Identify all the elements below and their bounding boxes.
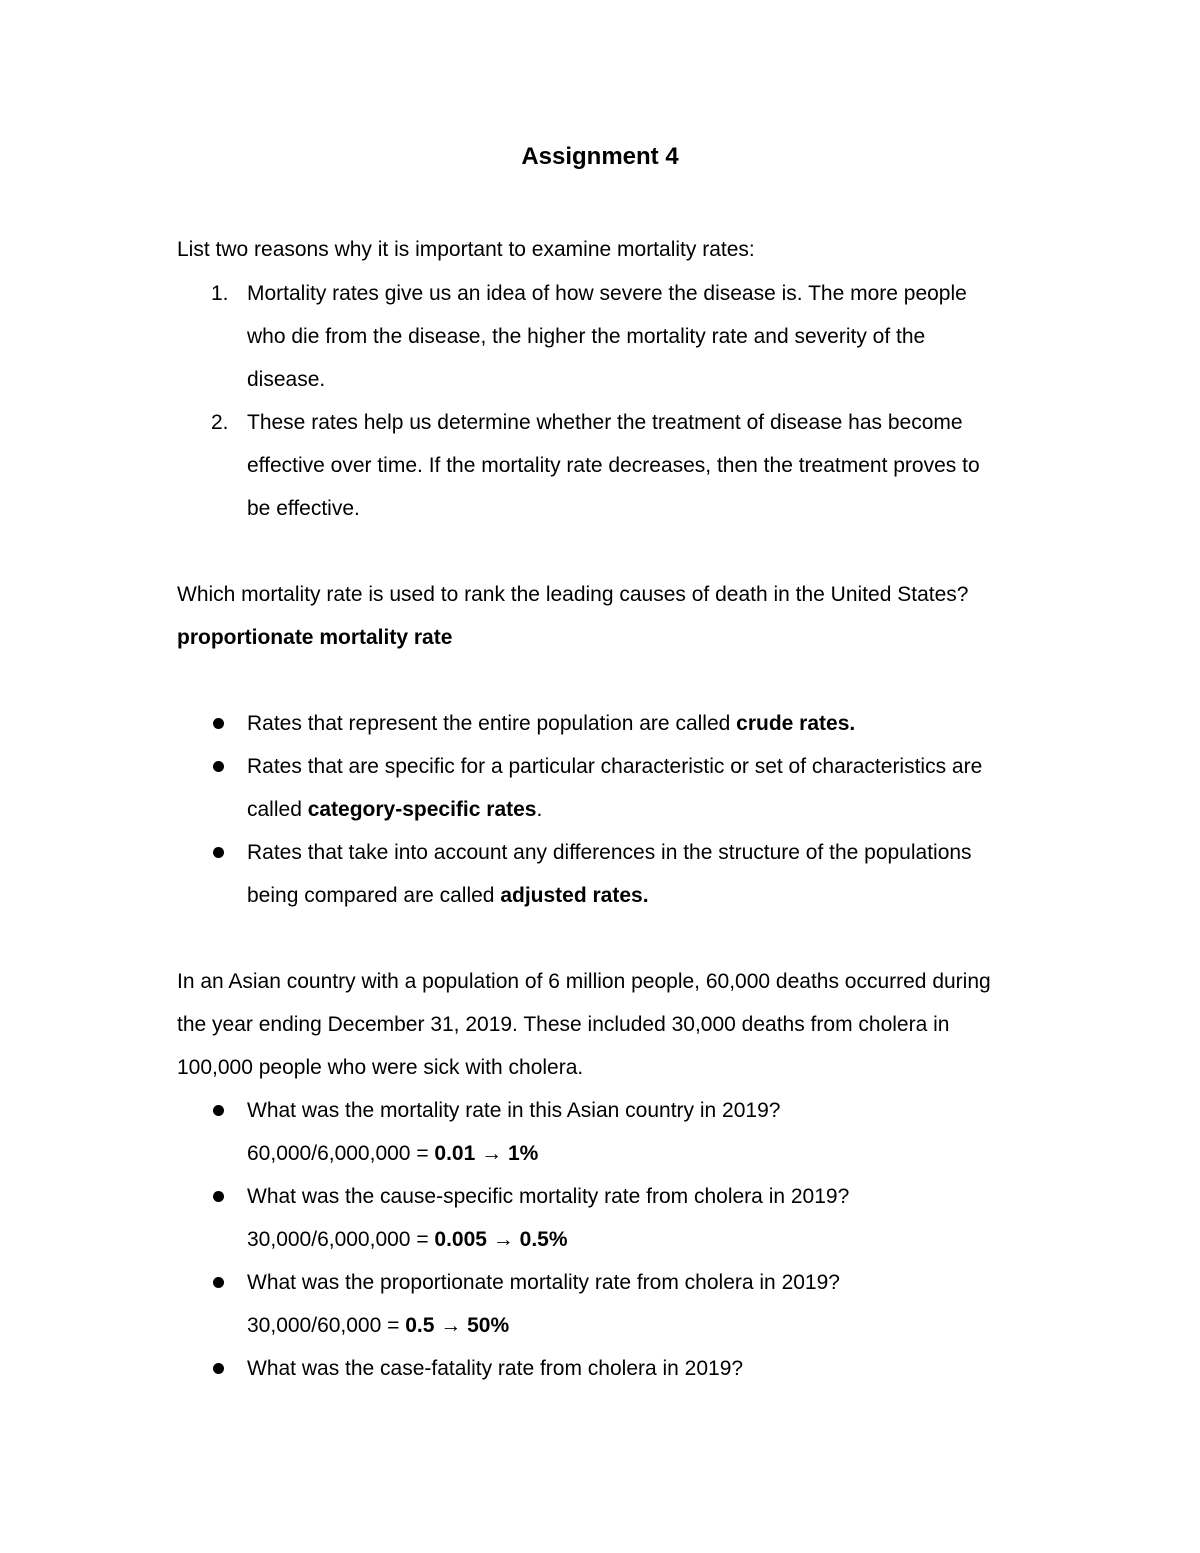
question-1-prompt: List two reasons why it is important to examine mortality rates: xyxy=(177,238,755,261)
reason-number: 2. xyxy=(211,411,229,434)
bullet-icon xyxy=(213,1277,224,1288)
reason-1-line: disease. xyxy=(247,368,326,391)
reason-2-line: effective over time. If the mortality rate decreases, then the treatment proves to xyxy=(247,454,980,477)
scenario-line: In an Asian country with a population of 6 million people, 60,000 deaths occurred during xyxy=(177,970,991,993)
bullet-icon xyxy=(213,1191,224,1202)
reason-2-line: These rates help us determine whether the treatment of disease has become xyxy=(247,411,963,434)
scenario-question: What was the cause-specific mortality rate from cholera in 2019? xyxy=(247,1185,850,1208)
scenario-answer: 30,000/6,000,000 = 0.005 → 0.5% xyxy=(247,1228,568,1251)
bullet-icon xyxy=(213,1363,224,1374)
scenario-line: the year ending December 31, 2019. These included 30,000 deaths from cholera in xyxy=(177,1013,950,1036)
reason-number: 1. xyxy=(211,282,229,305)
rate-definition-adjusted: Rates that take into account any differences in the structure of the populations xyxy=(247,841,972,864)
scenario-line: 100,000 people who were sick with cholera. xyxy=(177,1056,584,1079)
bullet-icon xyxy=(213,1105,224,1116)
rate-definition-category-cont: called category-specific rates. xyxy=(247,798,543,821)
question-2-prompt: Which mortality rate is used to rank the leading causes of death in the United States? xyxy=(177,583,969,606)
scenario-question: What was the proportionate mortality rate from cholera in 2019? xyxy=(247,1271,840,1294)
question-2-answer: proportionate mortality rate xyxy=(177,626,453,649)
scenario-answer: 60,000/6,000,000 = 0.01 → 1% xyxy=(247,1142,539,1165)
reason-1-line: who die from the disease, the higher the mortality rate and severity of the xyxy=(247,325,926,348)
scenario-question: What was the case-fatality rate from cholera in 2019? xyxy=(247,1357,744,1380)
bullet-icon xyxy=(213,847,224,858)
bullet-icon xyxy=(213,718,224,729)
rate-definition-adjusted-cont: being compared are called adjusted rates. xyxy=(247,884,649,907)
reason-2-line: be effective. xyxy=(247,497,360,520)
bullet-icon xyxy=(213,761,224,772)
scenario-answer: 30,000/60,000 = 0.5 → 50% xyxy=(247,1314,510,1337)
rate-definition-category: Rates that are specific for a particular characteristic or set of characteristics are xyxy=(247,755,983,778)
rate-definition-crude: Rates that represent the entire population are called crude rates. xyxy=(247,712,856,735)
page-title: Assignment 4 xyxy=(521,143,679,170)
scenario-question: What was the mortality rate in this Asian country in 2019? xyxy=(247,1099,781,1122)
reason-1-line: Mortality rates give us an idea of how severe the disease is. The more people xyxy=(247,282,967,305)
